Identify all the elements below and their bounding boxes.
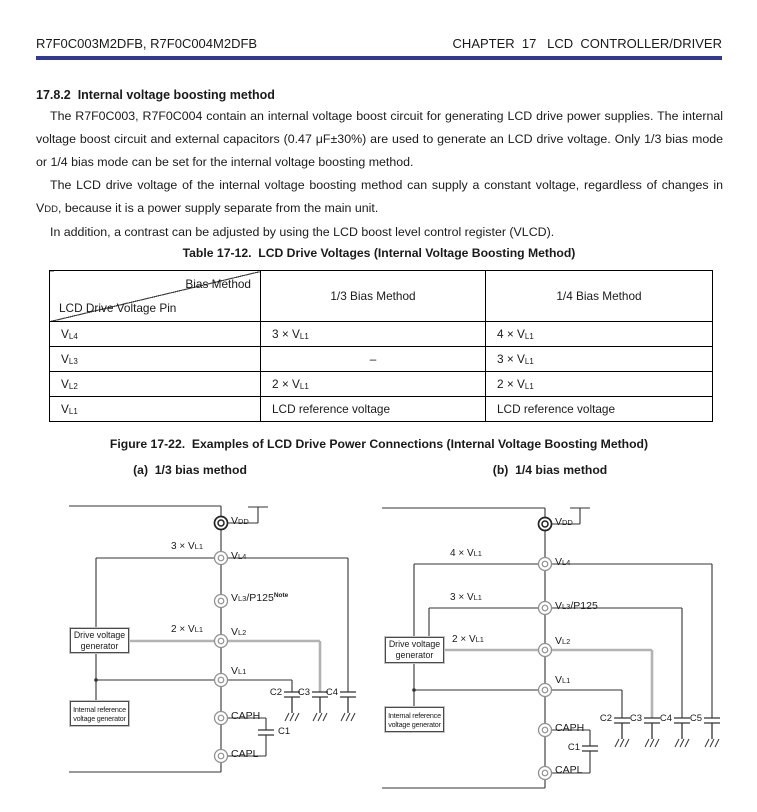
pin-cell: VL2 [50,372,261,397]
capacitor-c1 [258,730,274,735]
capacitor-c4 [340,692,356,713]
pin-cell: VL4 [50,322,261,347]
terminal-label-vl4: VL4 [231,550,247,562]
wire-label-3xvl1: 3 × VL1 [171,541,203,552]
value-cell: 4 × VL1 [486,322,713,347]
value-cell: – [261,347,486,372]
wire-label-2xvl1: 2 × VL1 [171,624,203,635]
internal-reference-generator-box: Internal reference voltage generator [70,701,129,726]
terminal-capl [539,767,552,780]
value-cell: 2 × VL1 [261,372,486,397]
cap-label-c3: C3 [297,687,310,698]
terminal-label-capl: CAPL [555,764,583,776]
internal-reference-generator-box: Internal reference voltage generator [385,707,444,732]
figure-caption-a: (a) 1/3 bias method [133,463,247,477]
wire-label-2xvl1: 2 × VL1 [452,634,484,645]
terminal-label-vl2: VL2 [555,635,571,647]
terminal-caph [215,712,228,725]
pin-cell: VL1 [50,397,261,422]
terminal-label-vl3-p125: VL3/P125 [555,600,598,612]
cap-label-c1: C1 [567,742,580,753]
terminal-vdd [215,517,228,530]
table-corner-cell [50,271,261,322]
circuit-diagram-1-4-bias [370,495,757,805]
value-cell: 2 × VL1 [486,372,713,397]
drive-voltage-generator-box: Drive voltage generator [70,628,129,653]
cap-label-c5: C5 [689,713,702,724]
section-body [36,105,723,244]
table-title: Table 17-12. LCD Drive Voltages (Internal Voltage Boosting Method) [182,246,576,260]
table-row [50,397,713,422]
value-cell: 3 × VL1 [261,322,486,347]
table-row [50,347,713,372]
capacitor-c5 [704,718,720,739]
terminal-label-vl4: VL4 [555,556,571,568]
header-chapter-title: CHAPTER 17 LCD CONTROLLER/DRIVER [452,36,722,51]
terminal-label-vl1: VL1 [231,665,247,677]
corner-label-bias-method: Bias Method [185,277,251,291]
circuit-diagram-1-3-bias [30,495,370,805]
value-cell: LCD reference voltage [486,397,713,422]
terminal-vl4 [539,558,552,571]
terminal-capl [215,750,228,763]
column-header-14-bias: 1/4 Bias Method [486,271,713,322]
cap-label-c1: C1 [278,726,291,737]
terminal-label-caph: CAPH [231,710,261,722]
corner-label-pin: LCD Drive Voltage Pin [59,301,177,315]
header-rule [36,56,722,60]
cap-label-c4: C4 [325,687,338,698]
value-cell: 3 × VL1 [486,347,713,372]
cap-label-c2: C2 [269,687,282,698]
pin-cell: VL3 [50,347,261,372]
terminal-label-vdd: VDD [231,515,249,527]
column-header-13-bias: 1/3 Bias Method [261,271,486,322]
terminal-label-vdd: VDD [555,516,573,528]
figure-title: Figure 17-22. Examples of LCD Drive Power Connections (Internal Voltage Boosting Method) [109,437,649,451]
wire-label-3xvl1: 3 × VL1 [450,592,482,603]
lcd-drive-voltages-table [49,270,713,422]
terminal-vl1 [215,674,228,687]
terminal-vl2 [215,635,228,648]
terminal-label-capl: CAPL [231,748,259,760]
terminal-caph [539,724,552,737]
cap-label-c3: C3 [629,713,642,724]
table-row [50,372,713,397]
wire-label-4xvl1: 4 × VL1 [450,548,482,559]
paragraph-1: The R7F0C003, R7F0C004 contain an internal voltage boost circuit for generating LCD drive power supplies. The internal voltage boost circuit and external capacitors (0.47 μF±30%) are used to generate an LCD drive voltage. Only 1/3 bias mode or 1/4 bias mode can be set for the internal voltage boosting method. [36,109,723,169]
paragraph-2: The LCD drive voltage of the internal voltage boosting method can supply a constant voltage, regardless of changes in VDD, because it is a power supply separate from the main unit. [36,178,723,215]
value-cell: LCD reference voltage [261,397,486,422]
section-heading: 17.8.2 Internal voltage boosting method [36,88,275,102]
junction-dot [412,688,416,692]
paragraph-3: In addition, a contrast can be adjusted by using the LCD boost level control register (VLCD). [50,225,555,239]
header-device-names: R7F0C003M2DFB, R7F0C004M2DFB [36,36,258,51]
capacitor-c1 [582,746,598,751]
terminal-vl3 [539,602,552,615]
ground-icon [615,739,719,747]
figure-caption-b: (b) 1/4 bias method [492,463,608,477]
terminal-label-vl1: VL1 [555,674,571,686]
terminal-label-vl3-p125: $VL3/P125^{Note}$ [231,592,289,604]
cap-label-c2: C2 [599,713,612,724]
drive-voltage-generator-box: Drive voltage generator [385,637,444,663]
ground-icon [285,713,355,721]
junction-dot [94,678,98,682]
terminal-vl4 [215,552,228,565]
table-row [50,322,713,347]
terminal-label-caph: CAPH [555,722,585,734]
terminal-vdd [539,518,552,531]
cap-label-c4: C4 [659,713,672,724]
terminal-label-vl2: VL2 [231,626,247,638]
terminal-vl2 [539,644,552,657]
terminal-vl1 [539,684,552,697]
terminal-vl3 [215,595,228,608]
